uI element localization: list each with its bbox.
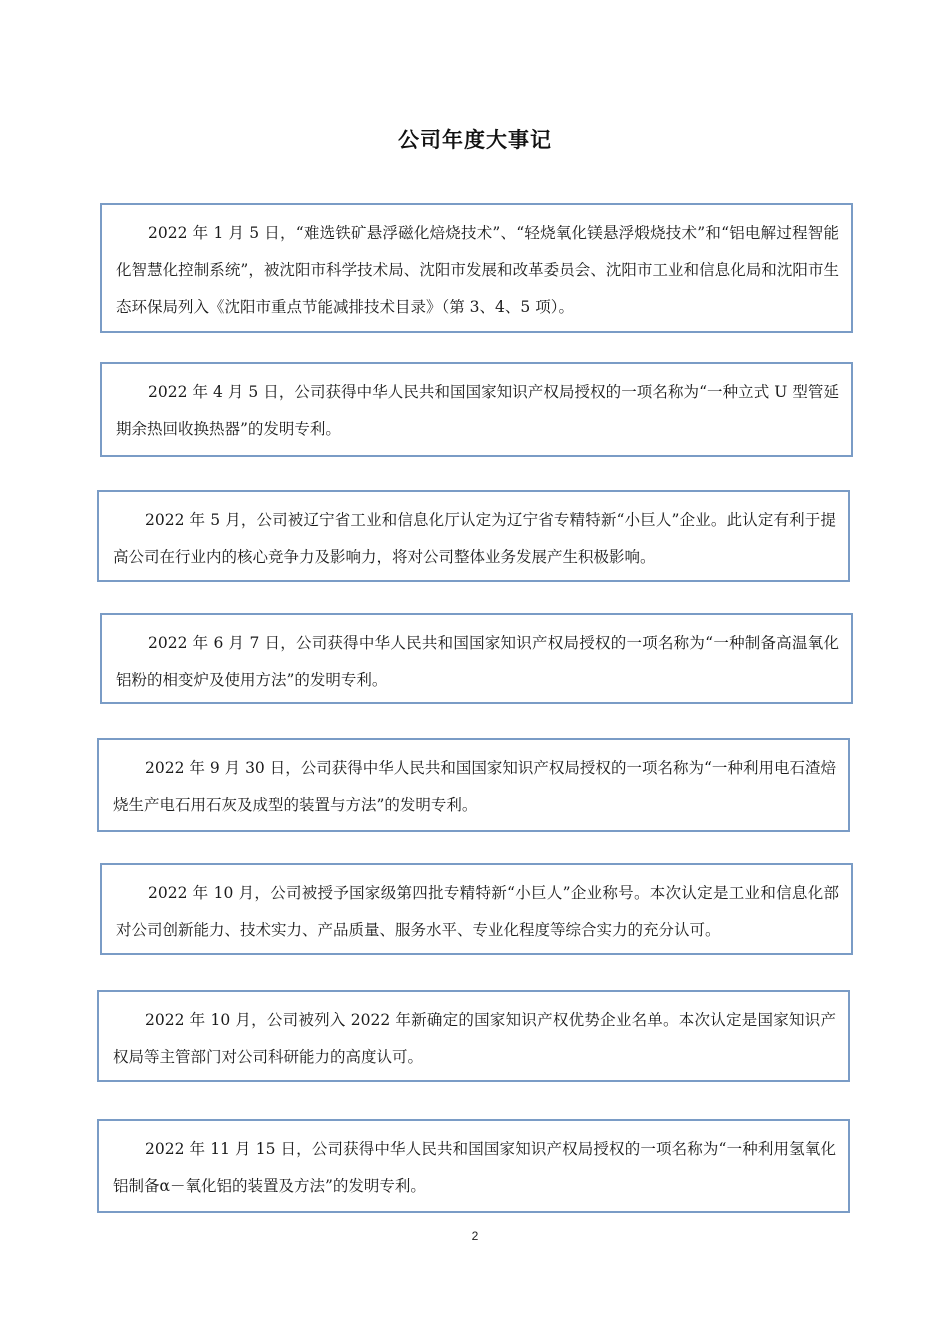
- event-text: 2022 年 4 月 5 日，公司获得中华人民共和国国家知识产权局授权的一项名称为“一种立式 U 型管延期余热回收换热器”的发明专利。: [116, 383, 839, 438]
- event-item: [97, 738, 850, 832]
- event-text: 2022 年 10 月，公司被授予国家级第四批专精特新“小巨人”企业称号。本次认定是工业和信息化部对公司创新能力、技术实力、产品质量、服务水平、专业化程度等综合实力的充分认可。: [116, 884, 839, 939]
- event-item: [100, 362, 853, 457]
- event-text: 2022 年 5 月，公司被辽宁省工业和信息化厅认定为辽宁省专精特新“小巨人”企业。此认定有利于提高公司在行业内的核心竞争力及影响力，将对公司整体业务发展产生积极影响。: [113, 511, 836, 566]
- event-item: [97, 990, 850, 1082]
- event-text: 2022 年 9 月 30 日，公司获得中华人民共和国国家知识产权局授权的一项名称为“一种利用电石渣焙烧生产电石用石灰及成型的装置与方法”的发明专利。: [113, 759, 836, 814]
- event-text: 2022 年 6 月 7 日，公司获得中华人民共和国国家知识产权局授权的一项名称为“一种制备高温氧化铝粉的相变炉及使用方法”的发明专利。: [116, 634, 839, 689]
- event-text: 2022 年 11 月 15 日，公司获得中华人民共和国国家知识产权局授权的一项名称为“一种利用氢氧化铝制备α－氧化铝的装置及方法”的发明专利。: [113, 1140, 836, 1195]
- page-number: 2: [471, 1229, 479, 1243]
- event-item: [100, 863, 853, 955]
- event-text: 2022 年 10 月，公司被列入 2022 年新确定的国家知识产权优势企业名单。本次认定是国家知识产权局等主管部门对公司科研能力的高度认可。: [113, 1011, 836, 1066]
- event-item: [100, 203, 853, 333]
- event-item: [97, 1119, 850, 1213]
- page-title: 公司年度大事记: [398, 128, 552, 152]
- event-item: [100, 613, 853, 704]
- event-item: [97, 490, 850, 582]
- event-text: 2022 年 1 月 5 日，“难选铁矿悬浮磁化焙烧技术”、“轻烧氧化镁悬浮煅烧技术”和“铝电解过程智能化智慧化控制系统”，被沈阳市科学技术局、沈阳市发展和改革委员会、沈阳市工业和信息化局和沈阳市生态环保局列入《沈阳市重点节能减排技术目录》（第 3、4、5 项）。: [116, 224, 839, 316]
